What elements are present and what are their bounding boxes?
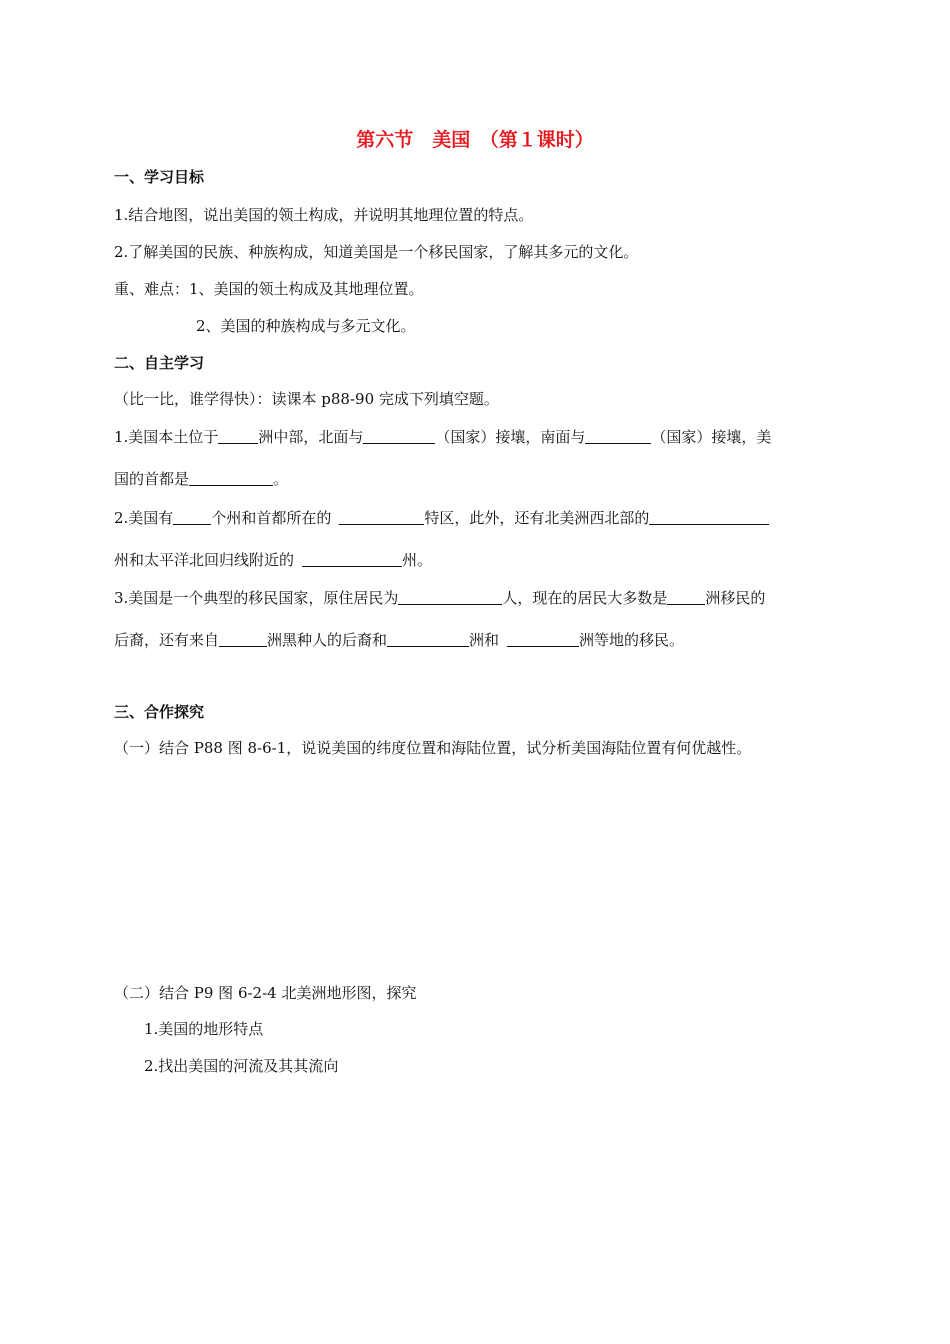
q3-text-d: 后裔，还有来自	[114, 631, 220, 649]
key-point-1: 重、难点：1、美国的领土构成及其地理位置。	[114, 280, 424, 298]
q3-text-f: 洲和	[469, 631, 500, 649]
section-heading-inquiry: 三、合作探究	[114, 703, 205, 721]
q2-text-b: 个州和首都所在的	[211, 509, 332, 527]
q2-text-d: 州和太平洋北回归线附近的	[114, 551, 295, 569]
q2-text-c: 特区，此外，还有北美洲西北部的	[424, 509, 650, 527]
q2-blank-northwest-state[interactable]	[649, 510, 769, 525]
page-title: 第六节 美国 （第１课时）	[356, 129, 594, 151]
goal-2: 2.了解美国的民族、种族构成，知道美国是一个移民国家，了解其多元的文化。	[114, 243, 639, 261]
q1-blank-capital[interactable]	[189, 471, 273, 486]
question-1-line-2	[114, 469, 288, 489]
q3-blank-native-people[interactable]	[398, 590, 502, 605]
question-1-line-1	[114, 427, 771, 447]
q3-text-c: 洲移民的	[705, 589, 766, 607]
goal-1: 1.结合地图，说出美国的领土构成，并说明其地理位置的特点。	[114, 206, 534, 224]
q3-blank-black-continent[interactable]	[219, 632, 267, 647]
q1-text-c: （国家）接壤，南面与	[435, 428, 586, 446]
q3-blank-majority-continent[interactable]	[667, 590, 705, 605]
q1-text-a: 1.美国本土位于	[114, 428, 219, 446]
q1-blank-continent[interactable]	[218, 429, 258, 444]
inquiry-item-1: 1.美国的地形特点	[144, 1020, 264, 1038]
q3-text-a: 3.美国是一个典型的移民国家，原住居民为	[114, 589, 399, 607]
q3-blank-continent-a[interactable]	[387, 632, 469, 647]
section-heading-goals: 一、学习目标	[114, 168, 205, 186]
inquiry-part-2: （二）结合 P9 图 6-2-4 北美洲地形图，探究	[114, 984, 417, 1002]
key-point-2: 2、美国的种族构成与多元文化。	[196, 317, 416, 335]
inquiry-item-2: 2.找出美国的河流及其其流向	[144, 1057, 339, 1075]
question-2-line-2	[114, 550, 432, 570]
q2-text-a: 2.美国有	[114, 509, 174, 527]
q1-text-e: 国的首都是	[114, 470, 190, 488]
q1-text-d: （国家）接壤，美	[651, 428, 772, 446]
section-heading-self-study: 二、自主学习	[114, 354, 205, 372]
q3-text-e: 洲黑种人的后裔和	[267, 631, 388, 649]
inquiry-part-1: （一）结合 P88 图 8-6-1，说说美国的纬度位置和海陆位置，试分析美国海陆位置有何优越性。	[114, 739, 752, 757]
q3-text-b: 人，现在的居民大多数是	[502, 589, 668, 607]
q2-blank-state-count[interactable]	[173, 510, 211, 525]
q3-text-g: 洲等地的移民。	[579, 631, 685, 649]
question-2-line-1	[114, 508, 769, 528]
q2-blank-district[interactable]	[339, 510, 424, 525]
q1-blank-south-country[interactable]	[585, 429, 651, 444]
q3-blank-continent-b[interactable]	[507, 632, 579, 647]
q1-text-b: 洲中部，北面与	[258, 428, 364, 446]
q2-text-e: 州。	[402, 551, 433, 569]
self-study-intro: （比一比，谁学得快）：读课本 p88-90 完成下列填空题。	[114, 390, 499, 408]
question-3-line-1	[114, 588, 765, 608]
question-3-line-2	[114, 630, 684, 650]
q1-text-f: 。	[273, 470, 289, 488]
q1-blank-north-country[interactable]	[363, 429, 435, 444]
q2-blank-pacific-state[interactable]	[302, 552, 402, 567]
